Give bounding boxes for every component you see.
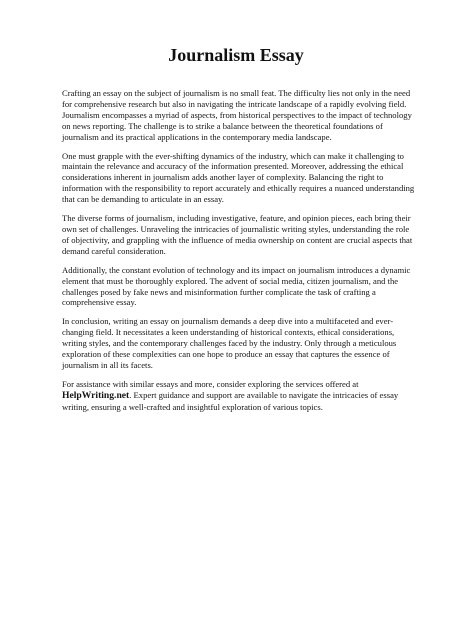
closing-text-before: For assistance with similar essays and more, consider exploring the services offered at xyxy=(62,378,359,389)
closing-text-after: . Expert guidance and support are available to navigate the intricacies of essay writing, ensuring a well-crafted and insightful exploration of various topics. xyxy=(62,389,399,412)
paragraph-4: Additionally, the constant evolution of technology and its impact on journalism introduces a dynamic element that must be thoroughly explored. The advent of social media, citizen journalism, and the challenges posed by fake news and misinformation further complicate the task of crafting a comprehensive essay. xyxy=(62,264,411,308)
paragraph-2: One must grapple with the ever-shifting dynamics of the industry, which can make it challenging to maintain the relevance and accuracy of the information presented. Moreover, addressing the ethical considerations inherent in journalism adds another layer of complexity. Balancing the right to information with the responsibility to report accurately and ethically requires a nuanced understanding that can be demanding to articulate in an essay. xyxy=(62,150,415,205)
paragraph-5: In conclusion, writing an essay on journalism demands a deep dive into a multifaceted and ever-changing field. It necessitates a keen understanding of historical contexts, ethical considerations, writing styles, and the contemporary challenges faced by the industry. Only through a meticulous exploration of these complexities can one hope to produce an essay that captures the essence of journalism in all its facets. xyxy=(62,316,397,370)
site-name: HelpWriting.net xyxy=(62,389,130,401)
paragraph-1: Crafting an essay on the subject of journalism is no small feat. The difficulty lies not only in the need for comprehensive research but also in navigating the intricate landscape of a rapidly evolving field. Journalism encompasses a myriad of aspects, from historical perspectives to the impact of technology on news reporting. The challenge is to strike a balance between the theoretical foundations of journalism and its practical applications in the contemporary media landscape. xyxy=(62,88,412,142)
paragraph-3: The diverse forms of journalism, including investigative, feature, and opinion pieces, each bring their own set of challenges. Unraveling the intricacies of journalistic writing styles, understanding the role of objectivity, and grappling with the influence of media ownership on content are crucial aspects that demand careful consideration. xyxy=(62,213,413,256)
closing-paragraph xyxy=(62,379,416,413)
page-title: Journalism Essay xyxy=(168,45,304,65)
